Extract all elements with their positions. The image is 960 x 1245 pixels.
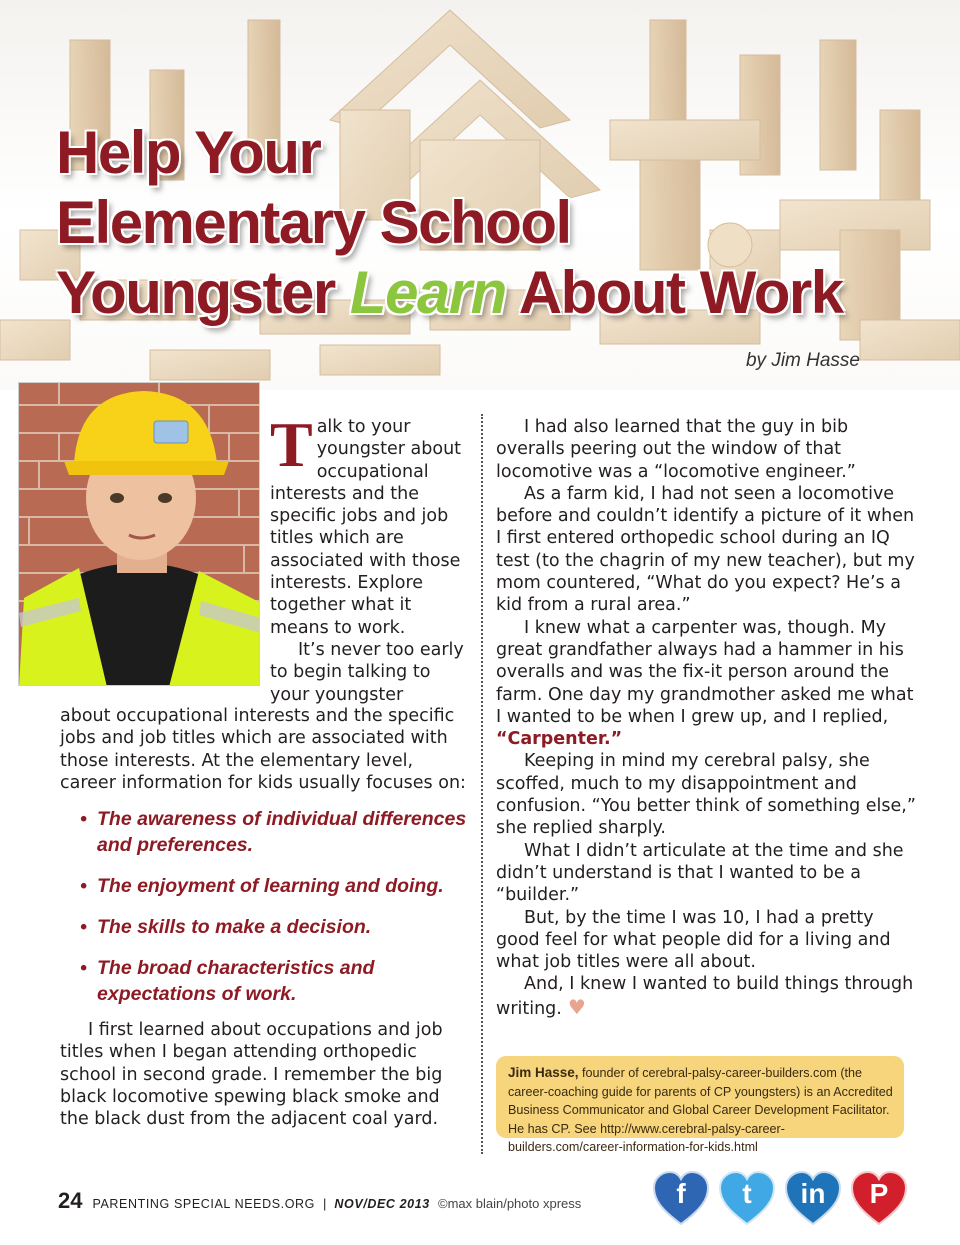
linkedin-glyph: in — [800, 1178, 826, 1209]
magazine-name: PARENTING SPECIAL NEEDS.ORG — [92, 1197, 315, 1211]
paragraph-3: I first learned about occupations and job titles when I began attending orthopedic school in second grade. I remember the big black locomotive spewing black smoke and the black dust from the adjacent coal yard. — [60, 1020, 443, 1130]
right-paragraph-7-text: And, I knew I wanted to build things through writing. — [496, 974, 914, 1019]
facebook-glyph: f — [676, 1178, 686, 1209]
right-paragraph-6: But, by the time I was 10, I had a pretty good feel for what people did for a living and what job titles were all about. — [496, 907, 891, 973]
right-paragraph-5: What I didn’t articulate at the time and she didn’t understand is that I wanted to be a “builder.” — [496, 840, 904, 906]
focus-bullet-list — [80, 806, 480, 1022]
paragraph-2-continued: about occupational interests and the specific jobs and job titles which are associated with those interests. At the elementary level, career information for kids usually focuses on: — [60, 706, 466, 793]
footer-separator: | — [322, 1196, 327, 1211]
pinterest-icon[interactable] — [850, 1170, 908, 1226]
right-paragraph-7 — [496, 973, 916, 1020]
author-bio-text: founder of cerebral-palsy-career-builders.com (the career-coaching guide for parents of CP youngsters) is an Accredited Business Communicator and Global Career Development Facilitator. He has CP. See http://www.cerebral-palsy-career-builders.com/career-information-for-kids.html — [508, 1066, 893, 1154]
right-paragraph-3-text: I knew what a carpenter was, though. My great grandfather always had a hammer in his overalls and was the fix-it person around the farm. One day my grandmother asked me what I wanted to be when I grew up, and I replied, — [496, 617, 914, 727]
author-name: Jim Hasse, — [508, 1065, 579, 1080]
social-icons — [652, 1170, 912, 1232]
heart-end-icon: ♥ — [567, 994, 586, 1019]
right-paragraph-3 — [496, 617, 916, 751]
intro-paragraph — [270, 409, 475, 706]
author-bio-box — [496, 1056, 904, 1154]
drop-cap: T — [270, 409, 313, 480]
photo-boy-hard-hat — [18, 382, 260, 686]
page-footer — [58, 1188, 430, 1218]
byline: by Jim Hasse — [745, 350, 860, 371]
bullet-item: • The awareness of individual differences and preferences. — [80, 806, 480, 858]
bullet-item: • The skills to make a decision. — [80, 914, 480, 940]
title-word-youngster: Youngster — [56, 259, 335, 326]
twitter-glyph: t — [742, 1178, 752, 1209]
column-divider — [481, 414, 483, 1154]
title-word-learn: Learn — [349, 259, 506, 326]
photo-credit: ©max blain/photo xpress — [438, 1196, 582, 1211]
pinterest-glyph: P — [869, 1178, 889, 1209]
right-paragraph-2: As a farm kid, I had not seen a locomotive before and couldn’t identify a picture of it when I first entered orthopedic school during an IQ test (to the chagrin of my new teacher), but my mom countered, “What do you expect? He’s a kid from a rural area.” — [496, 483, 915, 616]
right-paragraph-4: Keeping in mind my cerebral palsy, she scoffed, much to my disappointment and confusion. “You better think of something else,” she replied sharply. — [496, 751, 916, 839]
right-column — [496, 416, 916, 1020]
page-number: 24 — [58, 1188, 83, 1213]
title-words-about-work: About Work — [518, 259, 843, 326]
linkedin-icon[interactable] — [784, 1170, 842, 1226]
issue-date: NOV/DEC 2013 — [334, 1197, 430, 1211]
bullet-item: • The enjoyment of learning and doing. — [80, 873, 480, 899]
right-paragraph-1: I had also learned that the guy in bib overalls peering out the window of that locomotive was a “locomotive engineer.” — [496, 417, 856, 482]
carpenter-quote: “Carpenter.” — [496, 729, 623, 750]
intro-text: alk to your youngster about occupational interests and the specific jobs and job titles which are associated with those interests. Explore together what it means to work. — [270, 417, 462, 638]
title-line-1: Help Your — [56, 119, 321, 186]
facebook-icon[interactable] — [652, 1170, 710, 1226]
article-title — [56, 118, 936, 328]
twitter-icon[interactable] — [718, 1170, 776, 1226]
paragraph-2-top: It’s never too early to begin talking to your youngster — [270, 639, 464, 705]
title-line-2: Elementary School — [56, 189, 571, 256]
title-line-3 — [56, 258, 936, 328]
bullet-item: • The broad characteristics and expectations of work. — [80, 955, 480, 1007]
